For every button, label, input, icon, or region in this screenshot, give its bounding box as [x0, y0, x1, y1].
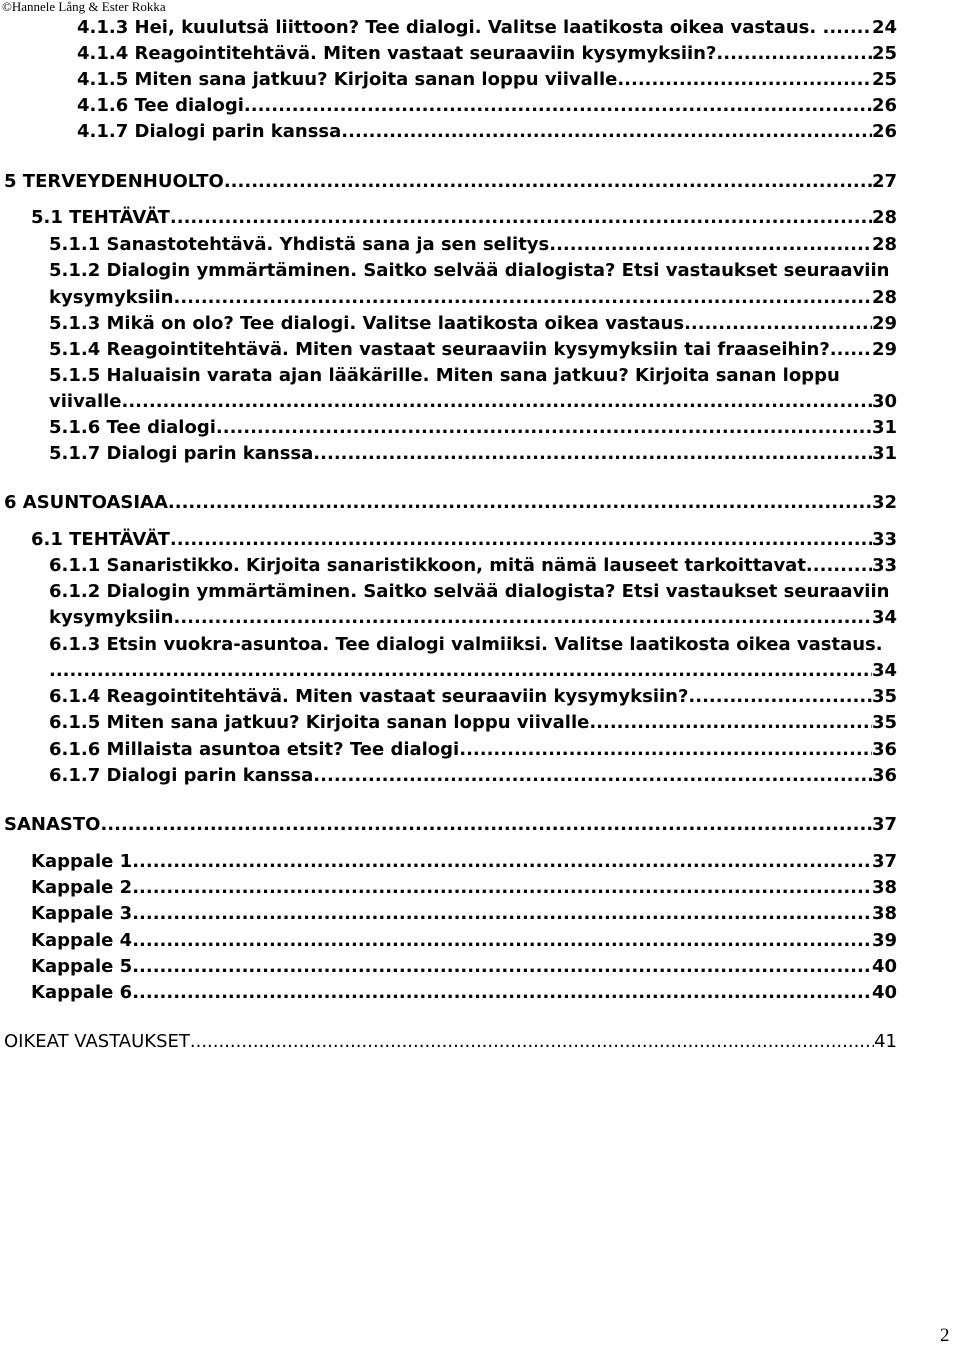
- toc-kappale-4[interactable]: Kappale 4 ..... 39: [31, 929, 897, 953]
- toc-entry-6-1-3-cont[interactable]: ..... 34: [49, 659, 897, 683]
- toc-kappale-2[interactable]: Kappale 2 ..... 38: [31, 876, 897, 900]
- toc-entry-6-1-3[interactable]: 6.1.3 Etsin vuokra-asuntoa. Tee dialogi valmiiksi. Valitse laatikosta oikea vastaus.: [49, 634, 883, 655]
- toc-entry-6-1-4[interactable]: 6.1.4 Reagointitehtävä. Miten vastaat seuraaviin kysymyksiin? ..... 35: [49, 685, 897, 709]
- toc-entry-5-1-3[interactable]: 5.1.3 Mikä on olo? Tee dialogi. Valitse laatikosta oikea vastaus. ..... 29: [49, 312, 897, 336]
- copyright-notice: ©Hannele Lång & Ester Rokka: [2, 0, 166, 14]
- toc-kappale-3[interactable]: Kappale 3 ..... 38: [31, 902, 897, 926]
- toc-kappale-6[interactable]: Kappale 6 ..... 40: [31, 981, 897, 1005]
- toc-entry-4-1-6[interactable]: 4.1.6 Tee dialogi ..... 26: [77, 94, 897, 118]
- toc-section-5-1[interactable]: 5.1 TEHTÄVÄT ..... 28: [31, 206, 897, 230]
- toc-entry-4-1-4[interactable]: 4.1.4 Reagointitehtävä. Miten vastaat seuraaviin kysymyksiin? ..... 25: [77, 42, 897, 66]
- toc-entry-5-1-5[interactable]: 5.1.5 Haluaisin varata ajan lääkärille. Miten sana jatkuu? Kirjoita sanan loppu: [49, 365, 840, 386]
- toc-entry-5-1-5-cont[interactable]: viivalle. ..... 30: [49, 390, 897, 414]
- toc-entry-6-1-5[interactable]: 6.1.5 Miten sana jatkuu? Kirjoita sanan loppu viivalle. ..... 35: [49, 711, 897, 735]
- toc-kappale-1[interactable]: Kappale 1 ..... 37: [31, 850, 897, 874]
- toc-entry-5-1-2[interactable]: 5.1.2 Dialogin ymmärtäminen. Saitko selvää dialogista? Etsi vastaukset seuraaviin: [49, 260, 890, 281]
- toc-entry-4-1-3[interactable]: 4.1.3 Hei, kuulutsä liittoon? Tee dialogi. Valitse laatikosta oikea vastaus. .. ..... 24: [77, 16, 897, 40]
- toc-entry-5-1-6[interactable]: 5.1.6 Tee dialogi ..... 31: [49, 416, 897, 440]
- toc-kappale-5[interactable]: Kappale 5 ..... 40: [31, 955, 897, 979]
- toc-entry-6-1-7[interactable]: 6.1.7 Dialogi parin kanssa. ..... 36: [49, 764, 897, 788]
- page-number: 2: [940, 1325, 950, 1346]
- toc-sanasto[interactable]: SANASTO ..... 37: [4, 813, 897, 837]
- toc-entry-6-1-2[interactable]: 6.1.2 Dialogin ymmärtäminen. Saitko selvää dialogista? Etsi vastaukset seuraaviin: [49, 581, 890, 602]
- toc-entry-5-1-4[interactable]: 5.1.4 Reagointitehtävä. Miten vastaat seuraaviin kysymyksiin tai fraaseihin? ..... 29: [49, 338, 897, 362]
- toc-entry-5-1-2-cont[interactable]: kysymyksiin. ..... 28: [49, 286, 897, 310]
- toc-entry-4-1-7[interactable]: 4.1.7 Dialogi parin kanssa. ..... 26: [77, 120, 897, 144]
- toc-section-6-1[interactable]: 6.1 TEHTÄVÄT ..... 33: [31, 528, 897, 552]
- toc-entry-5-1-7[interactable]: 5.1.7 Dialogi parin kanssa. ..... 31: [49, 442, 897, 466]
- toc-entry-6-1-6[interactable]: 6.1.6 Millaista asuntoa etsit? Tee dialogi ..... 36: [49, 738, 897, 762]
- toc-entry-6-1-2-cont[interactable]: kysymyksiin. ..... 34: [49, 606, 897, 630]
- toc-chapter-6[interactable]: 6 ASUNTOASIAA ..... 32: [4, 491, 897, 515]
- toc-oikeat-vastaukset[interactable]: OIKEAT VASTAUKSET ..... 41: [4, 1030, 897, 1054]
- toc-entry-6-1-1[interactable]: 6.1.1 Sanaristikko. Kirjoita sanaristikkoon, mitä nämä lauseet tarkoittavat. ..... 33: [49, 554, 897, 578]
- toc-entry-5-1-1[interactable]: 5.1.1 Sanastotehtävä. Yhdistä sana ja sen selitys. ..... 28: [49, 233, 897, 257]
- toc-entry-4-1-5[interactable]: 4.1.5 Miten sana jatkuu? Kirjoita sanan loppu viivalle. ..... 25: [77, 68, 897, 92]
- toc-chapter-5[interactable]: 5 TERVEYDENHUOLTO ..... 27: [4, 170, 897, 194]
